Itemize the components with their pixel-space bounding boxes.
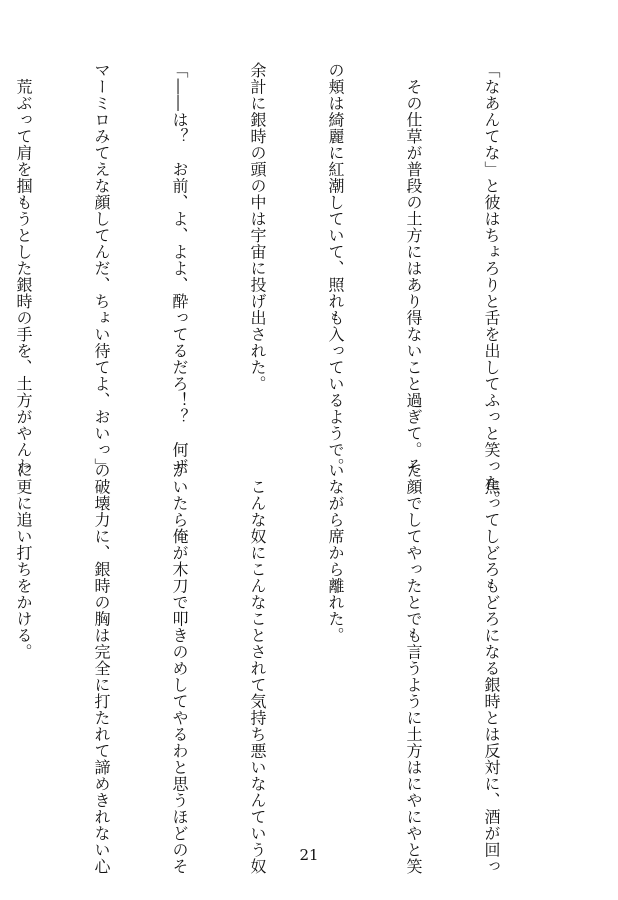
text-block-top (14, 62, 556, 508)
text-column: マーミロみてえな顔してんだ、ちょい待てよ、おいっ」 (92, 62, 111, 475)
text-column: に更に追い打ちをかける。 (14, 462, 33, 660)
text-column: いながら席から離れた。 (326, 462, 345, 644)
text-column: た顔でしてやったとでも言うように土方はにやにやと笑 (404, 462, 423, 875)
text-column: の破壊力に、銀時の胸は完全に打たれて諦めきれない心 (92, 462, 111, 875)
text-column: 焦ってしどろもどろになる銀時とは反対に、酒が回っ (482, 462, 501, 875)
text-column: 余計に銀時の頭の中は宇宙に投げ出された。 (248, 62, 267, 392)
text-column: 「なあんてな」と彼はちょろりと舌を出してふっと笑った。 (482, 62, 501, 508)
text-column: 荒ぶって肩を掴もうとした銀時の手を、土方がやんわ (14, 62, 33, 475)
text-column: 「――は？ お前、よ、よよ、酔ってるだろ！？ 何ザ (170, 62, 189, 475)
text-column: こんな奴にこんなことされて気持ち悪いなんていう奴 (248, 462, 267, 875)
text-column: その仕草が普段の土方にはあり得ないこと過ぎて。そ (404, 62, 423, 475)
text-column: がいたら俺が木刀で叩きのめしてやるわと思うほどのそ (170, 462, 189, 875)
page-number: 21 (299, 846, 319, 864)
text-column: の頬は綺麗に紅潮していて、照れも入っているようで。 (326, 62, 345, 475)
